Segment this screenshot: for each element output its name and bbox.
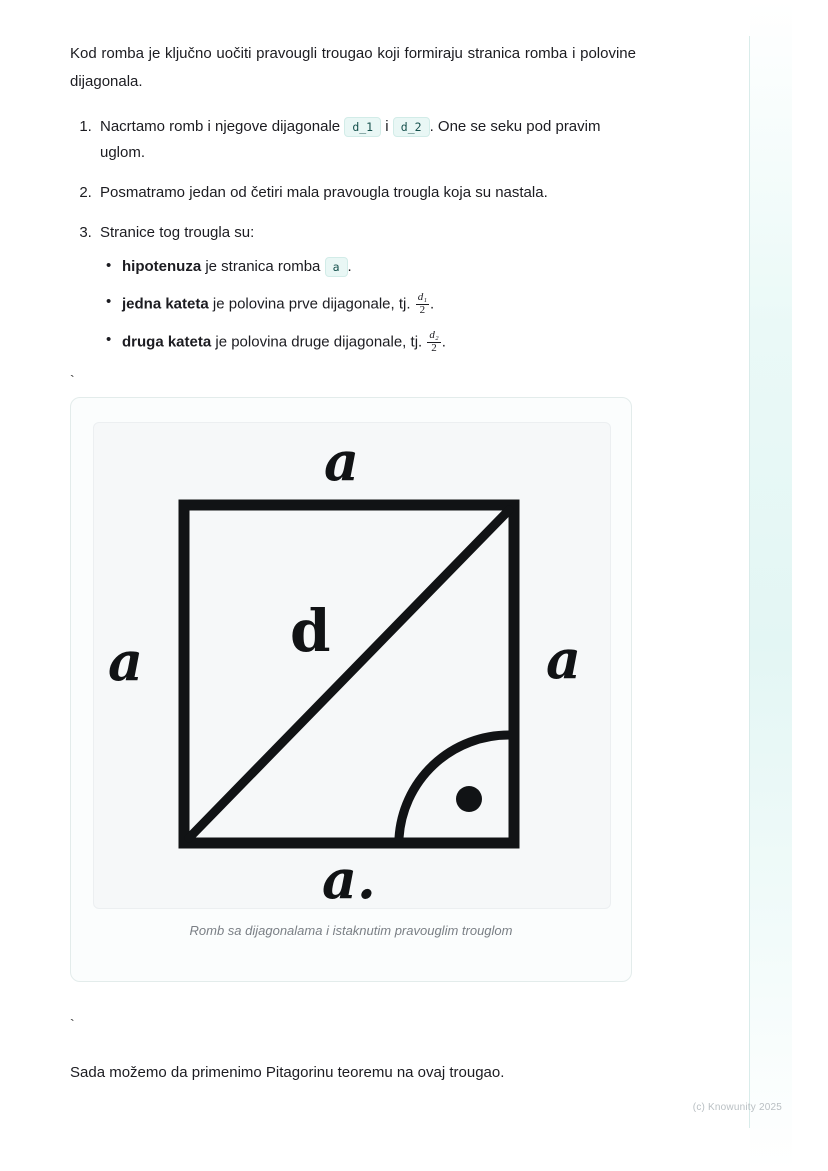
term-jedna-kateta: jedna kateta xyxy=(122,295,209,313)
hipotenuza-suffix: . xyxy=(347,258,352,275)
list-item xyxy=(96,114,636,166)
label-side-left: a xyxy=(108,629,143,693)
hipotenuza-description: je stranica romba xyxy=(205,258,321,275)
copyright-notice: (c) Knowunity 2025 xyxy=(692,1102,782,1113)
document-content xyxy=(70,40,636,389)
term-druga-kateta: druga kateta xyxy=(122,333,212,351)
list-item xyxy=(96,180,636,206)
jedna-kateta-description: je polovina prve dijagonale, tj. xyxy=(212,295,411,313)
list-item xyxy=(122,330,636,354)
right-angle-arc xyxy=(399,735,509,838)
triangle-sides-list xyxy=(100,256,636,354)
figure-image xyxy=(93,422,611,909)
druga-kateta-description: je polovina druge dijagonale, tj. xyxy=(215,333,423,351)
label-side-bottom: a. xyxy=(322,847,376,909)
page-margin-rule xyxy=(749,36,750,1128)
fraction-numerator: d₂ xyxy=(429,329,439,342)
figure-caption: Romb sa dijagonalama i istaknutim pravouglim trouglom xyxy=(189,923,513,938)
code-a: a xyxy=(325,257,348,277)
label-side-top: a xyxy=(324,429,359,493)
druga-kateta-suffix: . xyxy=(441,333,446,351)
fraction-denominator: 2 xyxy=(431,341,437,354)
angle-vertex-dot xyxy=(456,786,482,812)
list-item xyxy=(96,220,636,354)
jedna-kateta-suffix: . xyxy=(430,295,435,313)
label-diagonal: d xyxy=(290,597,331,665)
fraction-d2-over-2 xyxy=(427,330,440,354)
intro-paragraph: Kod romba je ključno uočiti pravougli trougao koji formiraju stranica romba i polovine dijagonala. xyxy=(70,45,636,90)
label-side-right: a xyxy=(546,627,581,691)
code-d2: d_2 xyxy=(393,117,430,137)
steps-list xyxy=(70,114,636,354)
list-item xyxy=(122,256,636,278)
list-item xyxy=(122,292,636,316)
step-1-conjunction: i xyxy=(385,118,389,135)
term-hipotenuza: hipotenuza xyxy=(122,258,202,275)
fraction-d1-over-2 xyxy=(416,292,429,316)
step-1-text-after: . One se seku pod pravim uglom. xyxy=(100,118,601,161)
step-1-text-before: Nacrtamo romb i njegove dijagonale xyxy=(100,118,341,135)
fraction-numerator: d₁ xyxy=(417,291,428,303)
step-2-text: Posmatramo jedan od četiri mala pravougla trougla koja su nastala. xyxy=(100,184,548,201)
fraction-denominator: 2 xyxy=(419,303,426,316)
rhombus-diagram-svg xyxy=(94,423,611,909)
figure-card xyxy=(70,397,632,982)
tick-mark: ` xyxy=(70,372,75,389)
decorative-gradient-band xyxy=(750,0,792,1171)
code-d1: d_1 xyxy=(344,117,381,137)
tick-mark-2: ` xyxy=(70,1016,75,1032)
closing-paragraph: Sada možemo da primenimo Pitagorinu teoremu na ovaj trougao. xyxy=(70,1064,505,1081)
step-3-text: Stranice tog trougla su: xyxy=(100,224,255,241)
